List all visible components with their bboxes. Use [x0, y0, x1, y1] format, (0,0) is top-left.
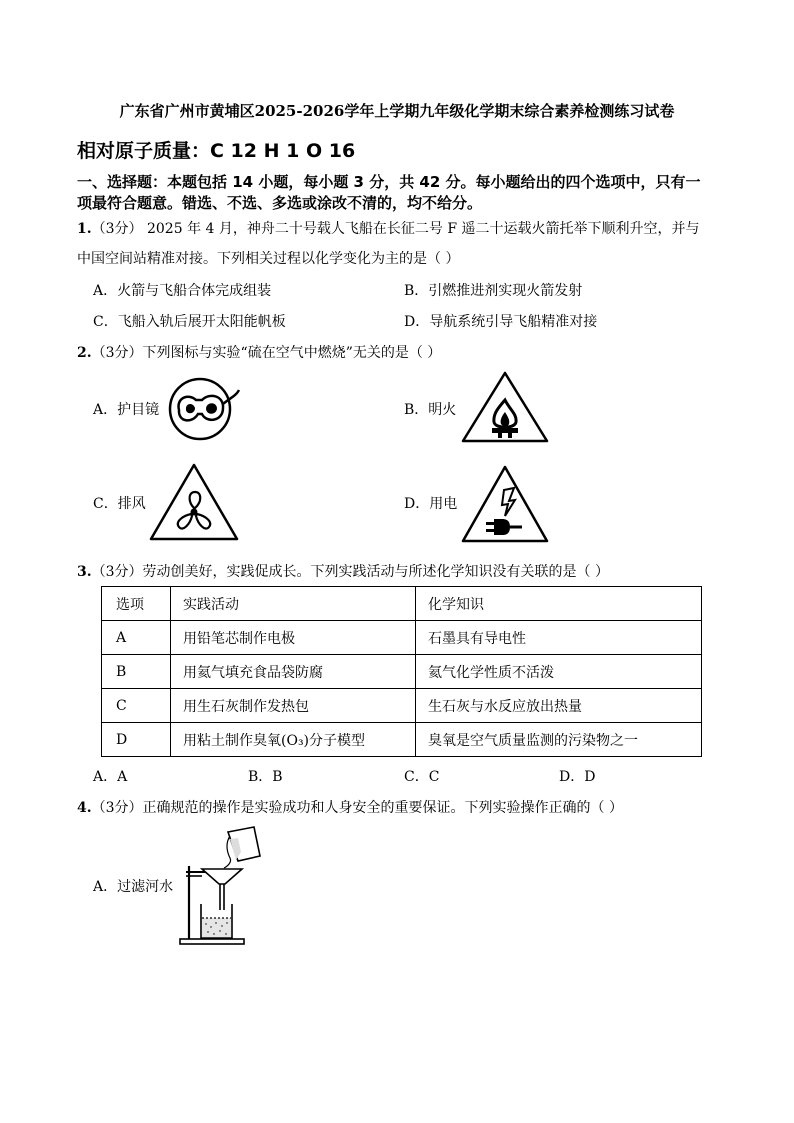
table-cell: B — [102, 655, 171, 689]
exam-title: 广东省广州市黄埔区2025-2026学年上学期九年级化学期末综合素养检测练习试卷 — [119, 102, 675, 120]
question-3-option-b[interactable]: B．B — [248, 769, 283, 785]
open-flame-icon — [460, 370, 550, 444]
question-3-table — [101, 586, 702, 757]
question-3-line — [77, 561, 609, 581]
table-cell: 臭氧是空气质量监测的污染物之一 — [416, 723, 702, 757]
question-1-option-b[interactable]: B．引燃推进剂实现火箭发射 — [404, 283, 583, 299]
question-4-score: （3分） — [91, 800, 143, 816]
table-cell: C — [102, 689, 171, 723]
question-2-option-d[interactable]: D．用电 — [404, 496, 458, 512]
question-1-option-a[interactable]: A．火箭与飞船合体完成组装 — [93, 283, 272, 299]
question-2-option-a[interactable]: A．护目镜 — [93, 402, 160, 418]
question-2-stem: 下列图标与实验“硫在空气中燃烧”无关的是（ ） — [142, 345, 442, 361]
question-4-line — [77, 797, 623, 817]
question-1-number: 1. — [77, 221, 92, 237]
goggles-icon — [166, 376, 240, 442]
filtration-apparatus-icon — [178, 826, 268, 948]
table-header-row — [102, 587, 702, 621]
question-3-stem: 劳动创美好，实践促成长。下列实践活动与所述化学知识没有关联的是（ ） — [142, 564, 609, 580]
table-row — [102, 723, 702, 757]
question-2-score: （3分） — [91, 345, 143, 361]
question-3-score: （3分） — [91, 564, 143, 580]
question-4-number: 4. — [77, 800, 92, 816]
table-cell: 石墨具有导电性 — [416, 621, 702, 655]
table-header-cell: 选项 — [102, 587, 171, 621]
table-cell: 用氦气填充食品袋防腐 — [171, 655, 416, 689]
question-3-option-d[interactable]: D．D — [559, 769, 596, 785]
table-cell: 用生石灰制作发热包 — [171, 689, 416, 723]
section-heading-line1: 一、选择题：本题包括 14 小题，每小题 3 分，共 42 分。每小题给出的四个选项中，只有一 — [77, 173, 701, 191]
table-row — [102, 655, 702, 689]
atomic-mass-line: 相对原子质量：C 12 H 1 O 16 — [77, 140, 356, 162]
question-1-score: （3分） — [91, 221, 143, 237]
question-4-stem: 正确规范的操作是实验成功和人身安全的重要保证。下列实验操作正确的（ ） — [142, 800, 623, 816]
question-1-line1 — [77, 218, 700, 238]
question-2-line — [77, 342, 441, 362]
table-row — [102, 621, 702, 655]
question-3-number: 3. — [77, 564, 92, 580]
section-heading-line2: 项最符合题意。错选、不选、多选或涂改不清的，均不给分。 — [77, 194, 483, 212]
table-row — [102, 689, 702, 723]
table-cell: 生石灰与水反应放出热量 — [416, 689, 702, 723]
question-1-line2: 中国空间站精准对接。下列相关过程以化学变化为主的是（ ） — [77, 251, 460, 267]
question-4-option-a[interactable]: A．过滤河水 — [93, 879, 174, 895]
question-3-option-c[interactable]: C．C — [404, 769, 440, 785]
question-1-stem: 2025 年 4 月，神舟二十号载人飞船在长征二号 F 遥二十运载火箭托举下顺利升空，并与 — [142, 221, 700, 237]
electricity-plug-icon — [460, 464, 550, 544]
question-1-option-d[interactable]: D．导航系统引导飞船精准对接 — [404, 314, 598, 330]
table-cell: 用粘土制作臭氧(O₃)分子模型 — [171, 723, 416, 757]
question-1-option-c[interactable]: C．飞船入轨后展开太阳能帆板 — [93, 314, 286, 330]
table-cell: A — [102, 621, 171, 655]
table-header-cell: 化学知识 — [416, 587, 702, 621]
table-cell: 氦气化学性质不活泼 — [416, 655, 702, 689]
table-cell: D — [102, 723, 171, 757]
table-cell: 用铅笔芯制作电极 — [171, 621, 416, 655]
question-2-option-b[interactable]: B．明火 — [404, 402, 457, 418]
question-2-option-c[interactable]: C．排风 — [93, 496, 146, 512]
ventilation-fan-icon — [148, 462, 240, 542]
question-3-option-a[interactable]: A．A — [93, 769, 128, 785]
table-header-cell: 实践活动 — [171, 587, 416, 621]
question-2-number: 2. — [77, 345, 92, 361]
